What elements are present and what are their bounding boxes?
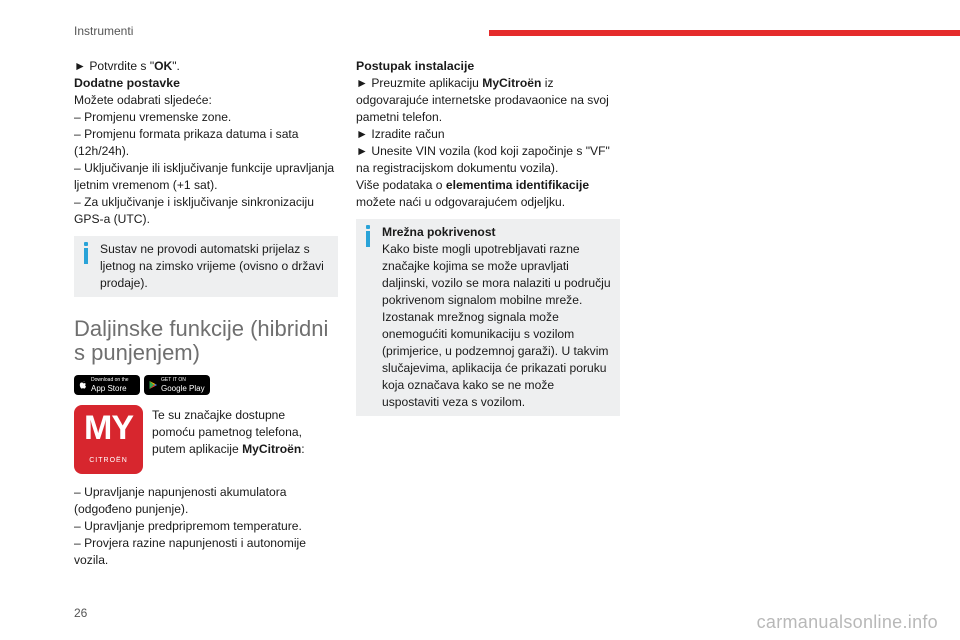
google-play-badge[interactable] <box>144 375 210 395</box>
google-play-text: Google Play <box>161 384 205 393</box>
more-info: Više podataka o elementima identifikacije možete naći u odgovarajućem odjeljku. <box>356 178 590 209</box>
google-play-small-text: GET IT ON <box>161 377 186 383</box>
app-intro <box>74 405 338 474</box>
store-badges <box>74 375 338 395</box>
network-note <box>356 219 620 416</box>
dst-note <box>74 236 338 297</box>
list-item: – Upravljanje predpripremom temperature. <box>74 519 302 533</box>
right-column <box>356 58 620 416</box>
info-icon <box>364 225 372 247</box>
app-store-text: App Store <box>91 384 127 393</box>
app-store-badge[interactable] <box>74 375 140 395</box>
mycitroen-app-icon <box>74 405 143 474</box>
play-icon <box>148 380 158 390</box>
network-note-p2: Izostanak mrežnog signala može onemogućiti komunikaciju s vozilom (primjerice, u podzemnoj garaži). U takvim slučajevima, aplikacija će prikazati poruku koja označava kako se ne može uspostaviti veza s vozilom. <box>382 310 609 409</box>
network-note-p1: Kako biste mogli upotrebljavati razne značajke kojima se može upravljati daljinski, vozilo se mora nalaziti u području pokrivenom signalom mobilne mreže. <box>382 242 611 307</box>
watermark: carmanualsonline.info <box>756 612 938 632</box>
apple-icon <box>78 380 88 390</box>
extra-line: – Za uključivanje i isključivanje sinkronizaciju GPS-a (UTC). <box>74 195 314 226</box>
network-note-title: Mrežna pokrivenost <box>382 225 496 239</box>
app-intro-text: Te su značajke dostupne pomoću pametnog telefona, putem aplikacije MyCitroën: <box>152 408 305 456</box>
confirm-step: ► Potvrdite s "OK". <box>74 59 180 73</box>
extra-line: – Promjenu formata prikaza datuma i sata (12h/24h). <box>74 127 299 158</box>
extra-line: – Promjenu vremenske zone. <box>74 110 232 124</box>
page-number: 26 <box>74 606 88 620</box>
extra-line: Možete odabrati sljedeće: <box>74 93 212 107</box>
install-step-2: ► Izradite račun <box>356 127 445 141</box>
list-item: – Provjera razine napunjenosti i autonomije vozila. <box>74 536 306 567</box>
feature-list <box>74 484 338 569</box>
section-title: Daljinske funkcije (hibridni s punjenjem) <box>74 316 329 365</box>
install-step-3: ► Unesite VIN vozila (kod koji započinje s "VF" na registracijskom dokumentu vozila). <box>356 144 610 175</box>
dst-note-text: Sustav ne provodi automatski prijelaz s ljetnog na zimsko vrijeme (ovisno o državi prodaje). <box>100 242 324 290</box>
extra-settings-title: Dodatne postavke <box>74 76 180 90</box>
left-column <box>74 58 338 569</box>
app-icon-brand: CITROËN <box>89 457 128 464</box>
extra-line: – Uključivanje ili isključivanje funkcije upravljanja ljetnim vremenom (+1 sat). <box>74 161 335 192</box>
install-step-1: ► Preuzmite aplikaciju MyCitroën iz odgovarajuće internetske prodavaonice na svoj pametni telefon. <box>356 76 609 124</box>
list-item: – Upravljanje napunjenosti akumulatora (odgođeno punjenje). <box>74 485 287 516</box>
header-accent-bar <box>489 30 960 36</box>
app-store-small-text: Download on the <box>91 377 129 383</box>
install-title: Postupak instalacije <box>356 59 475 73</box>
info-icon <box>82 242 90 264</box>
running-header: Instrumenti <box>74 24 134 38</box>
app-icon-my: MY <box>84 409 133 447</box>
